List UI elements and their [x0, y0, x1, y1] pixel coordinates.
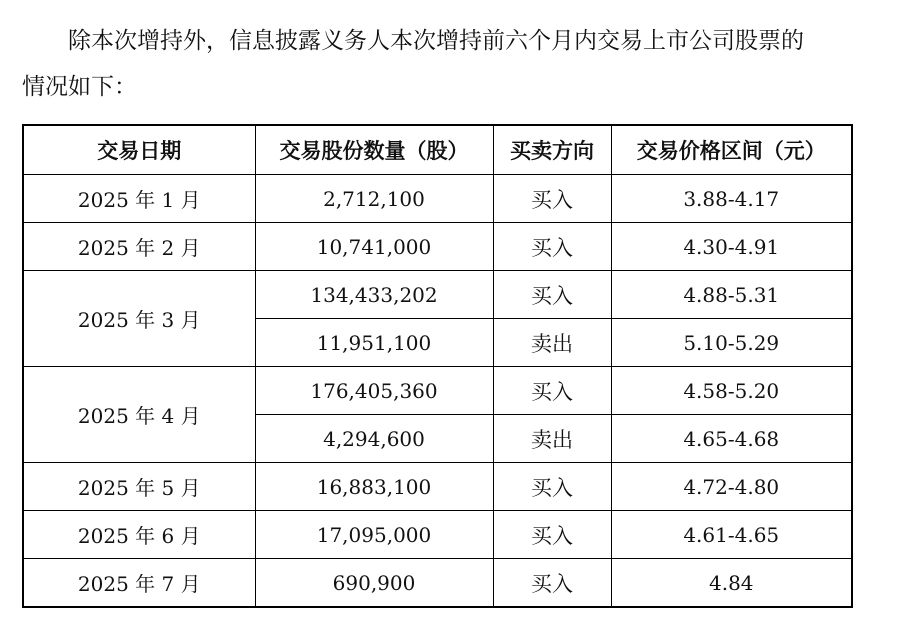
cell-direction: 买入 — [493, 559, 611, 608]
table-body — [23, 175, 852, 608]
table-row — [23, 223, 852, 271]
cell-shares: 17,095,000 — [255, 511, 493, 559]
cell-price: 4.72-4.80 — [611, 463, 852, 511]
table-row — [23, 367, 852, 415]
cell-direction: 买入 — [493, 463, 611, 511]
cell-direction: 买入 — [493, 223, 611, 271]
table-row — [23, 559, 852, 608]
cell-shares: 2,712,100 — [255, 175, 493, 223]
cell-date: 2025 年 1 月 — [23, 175, 255, 223]
cell-price: 3.88-4.17 — [611, 175, 852, 223]
cell-direction: 买入 — [493, 175, 611, 223]
cell-date: 2025 年 5 月 — [23, 463, 255, 511]
header-trade-date: 交易日期 — [23, 125, 255, 175]
intro-line-2: 情况如下： — [22, 74, 137, 100]
cell-price: 4.58-5.20 — [611, 367, 852, 415]
cell-shares: 4,294,600 — [255, 415, 493, 463]
cell-direction: 买入 — [493, 511, 611, 559]
table-header-row — [23, 125, 852, 175]
header-trade-direction: 买卖方向 — [493, 125, 611, 175]
header-share-quantity: 交易股份数量（股） — [255, 125, 493, 175]
cell-date: 2025 年 6 月 — [23, 511, 255, 559]
cell-shares: 176,405,360 — [255, 367, 493, 415]
intro-line-1: 除本次增持外，信息披露义务人本次增持前六个月内交易上市公司股票的 — [68, 28, 804, 54]
cell-date: 2025 年 2 月 — [23, 223, 255, 271]
cell-shares: 690,900 — [255, 559, 493, 608]
cell-date: 2025 年 4 月 — [23, 367, 255, 463]
cell-price: 4.61-4.65 — [611, 511, 852, 559]
trade-history-table — [22, 124, 853, 608]
cell-shares: 11,951,100 — [255, 319, 493, 367]
cell-date: 2025 年 7 月 — [23, 559, 255, 608]
cell-shares: 10,741,000 — [255, 223, 493, 271]
cell-price: 4.84 — [611, 559, 852, 608]
cell-price: 5.10-5.29 — [611, 319, 852, 367]
cell-date: 2025 年 3 月 — [23, 271, 255, 367]
cell-direction: 卖出 — [493, 415, 611, 463]
cell-shares: 134,433,202 — [255, 271, 493, 319]
table-row — [23, 511, 852, 559]
cell-price: 4.65-4.68 — [611, 415, 852, 463]
cell-direction: 买入 — [493, 271, 611, 319]
table-row — [23, 175, 852, 223]
cell-price: 4.30-4.91 — [611, 223, 852, 271]
cell-price: 4.88-5.31 — [611, 271, 852, 319]
table-row — [23, 271, 852, 319]
table-row — [23, 463, 852, 511]
cell-direction: 卖出 — [493, 319, 611, 367]
cell-direction: 买入 — [493, 367, 611, 415]
header-price-range: 交易价格区间（元） — [611, 125, 852, 175]
intro-paragraph — [22, 18, 892, 110]
cell-shares: 16,883,100 — [255, 463, 493, 511]
